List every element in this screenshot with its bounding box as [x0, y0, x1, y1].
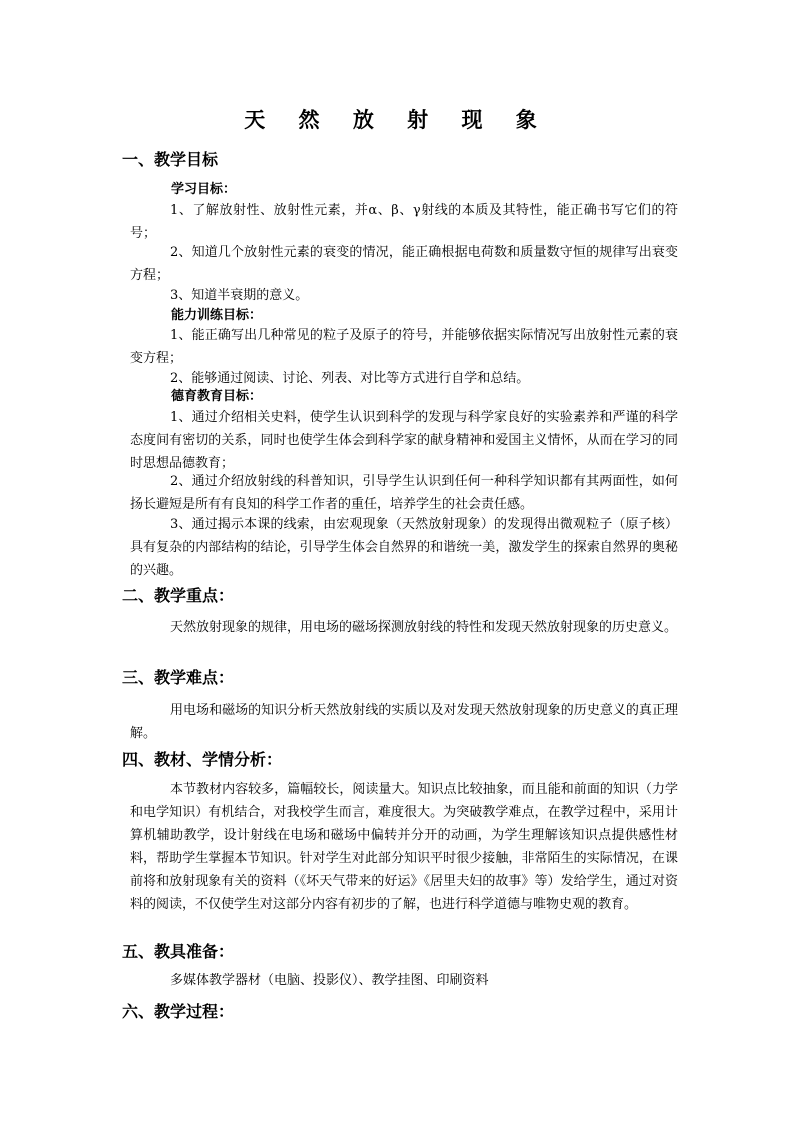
moral-goal-1: 1、通过介绍相关史料，使学生认识到科学的发现与科学家良好的实验素养和严谨的科学态度间有密切的关系，同时也使学生体会到科学家的献身精神和爱国主义情怀，从而在学习的同时思想品德教育；	[130, 410, 678, 471]
moral-goal-3: 3、通过揭示本课的线索，由宏观现象（天然放射现象）的发现得出微观粒子（原子核）具有复杂的内部结构的结论，引导学生体会自然界的和谐统一美，激发学生的探索自然界的奥秘的兴趣。	[130, 517, 678, 578]
ability-goal-1: 1、能正确写出几种常见的粒子及原子的符号，并能够依据实际情况写出放射性元素的衰变方程；	[130, 328, 678, 366]
section-heading-objectives: 一、教学目标	[122, 150, 219, 169]
subheading-moral-goals: 德育教育目标：	[171, 389, 263, 404]
subheading-ability-goals: 能力训练目标：	[171, 308, 263, 323]
learning-goal-2: 2、知道几个放射性元素的衰变的情况，能正确根据电荷数和质量数守恒的规律写出衰变方程；	[130, 245, 678, 283]
section-heading-analysis: 四、教材、学情分析：	[122, 750, 283, 769]
page-title: 天 然 放 射 现 象	[244, 108, 550, 132]
key-points-text: 天然放射现象的规律，用电场的磁场探测放射线的特性和发现天然放射现象的历史意义。	[170, 620, 678, 635]
learning-goal-1: 1、了解放射性、放射性元素，并α、β、γ射线的本质及其特性，能正确书写它们的符号；	[130, 203, 678, 241]
section-heading-difficulties: 三、教学难点：	[122, 668, 235, 687]
difficulties-text: 用电场和磁场的知识分析天然放射线的实质以及对发现天然放射现象的历史意义的真正理解。	[130, 703, 678, 741]
moral-goal-2: 2、通过介绍放射线的科普知识，引导学生认识到任何一种科学知识都有其两面性，如何扬长避短是所有有良知的科学工作者的重任，培养学生的社会责任感。	[130, 474, 678, 512]
section-heading-key-points: 二、教学重点：	[122, 586, 235, 605]
ability-goal-2: 2、能够通过阅读、讨论、列表、对比等方式进行自学和总结。	[170, 371, 530, 386]
subheading-learning-goals: 学习目标：	[171, 182, 237, 197]
section-heading-process: 六、教学过程：	[122, 1002, 235, 1021]
analysis-text: 本节教材内容较多，篇幅较长，阅读量大。知识点比较抽象，而且能和前面的知识（力学和电学知识）有机结合，对我校学生而言，难度很大。为突破教学难点，在教学过程中，采用计算机辅助教学，设计射线在电场和磁场中偏转并分开的动画，为学生理解该知识点提供感性材料，帮助学生掌握本节知识。针对学生对此部分知识平时很少接触，非常陌生的实际情况，在课前将和放射现象有关的资料（《坏天气带来的好运》《居里夫妇的故事》等）发给学生，通过对资料的阅读，不仅使学生对这部分内容有初步的了解，也进行科学道德与唯物史观的教育。	[130, 782, 678, 912]
section-heading-teaching-aids: 五、教具准备：	[122, 942, 235, 961]
teaching-aids-text: 多媒体教学器材（电脑、投影仪）、教学挂图、印刷资料	[170, 973, 489, 988]
learning-goal-3: 3、知道半衰期的意义。	[170, 288, 309, 303]
